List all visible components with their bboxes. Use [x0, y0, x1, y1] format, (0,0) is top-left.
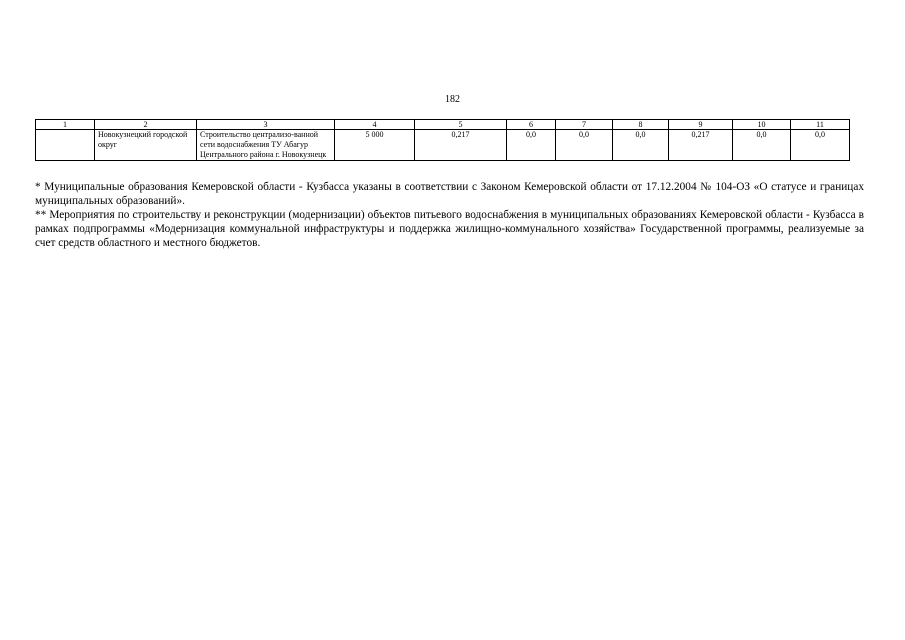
footnote-2: ** Мероприятия по строительству и реконструкции (модернизации) объектов питьевого водоснабжения в муниципальных образованиях Кемеровской области - Кузбасса в рамках подпрограммы «Модернизация коммунальной инфраструктуры и поддержка жилищно-коммунального хозяйства» Государственной программы, реализуемые за счет средств областного и местного бюджетов. — [35, 209, 864, 249]
data-table — [35, 119, 850, 161]
table-cell: 0,0 — [791, 130, 850, 161]
page-number: 182 — [445, 94, 460, 105]
column-header: 5 — [415, 120, 507, 130]
municipality-cell: Новокузнецкий городской округ — [95, 130, 197, 161]
project-cell: Строительство централизо-ванной сети водоснабжения ТУ Абагур Центрального района г. Новокузнецк — [197, 130, 335, 161]
column-header: 2 — [95, 120, 197, 130]
table-cell: 5 000 — [335, 130, 415, 161]
table-cell: 0,0 — [507, 130, 556, 161]
column-header: 8 — [613, 120, 669, 130]
table-cell: 0,217 — [669, 130, 733, 161]
column-header: 7 — [556, 120, 613, 130]
column-header: 10 — [733, 120, 791, 130]
table-cell: 0,0 — [556, 130, 613, 161]
column-header: 4 — [335, 120, 415, 130]
footnote-1: * Муниципальные образования Кемеровской области - Кузбасса указаны в соответствии с Законом Кемеровской области от 17.12.2004 № 104-ОЗ «О статусе и границах муниципальных образований». — [35, 181, 864, 207]
table-cell: 0,0 — [613, 130, 669, 161]
column-header: 3 — [197, 120, 335, 130]
table-header-row — [36, 120, 850, 130]
column-header: 11 — [791, 120, 850, 130]
column-header: 9 — [669, 120, 733, 130]
table-cell: 0,0 — [733, 130, 791, 161]
column-header: 1 — [36, 120, 95, 130]
table-cell — [36, 130, 95, 161]
footnotes — [35, 180, 864, 250]
table-cell: 0,217 — [415, 130, 507, 161]
column-header: 6 — [507, 120, 556, 130]
table-row — [36, 130, 850, 161]
